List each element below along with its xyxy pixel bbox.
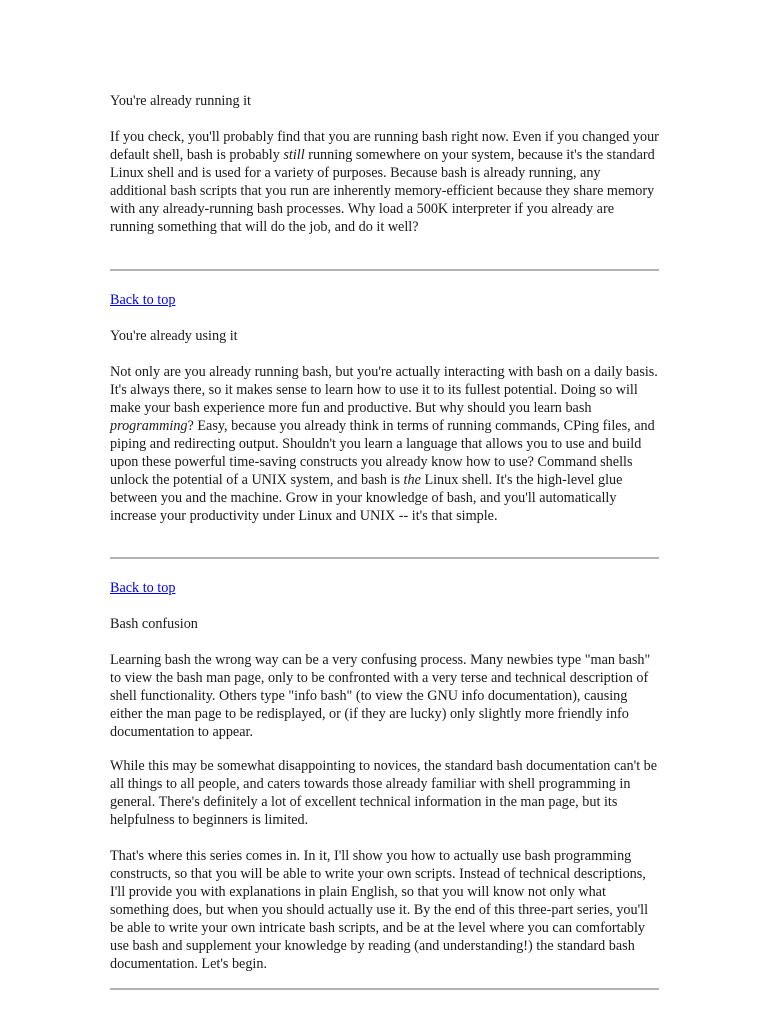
paragraph-confusion-1: Learning bash the wrong way can be a very confusing process. Many newbies type "man bash" to view the bash man page, only to be confronted with a very terse and technical description of shell functionality. Others type "info bash" (to view the GNU info documentation), causing either the man page to be redisplayed, or (if they are lucky) only slightly more friendly info documentation to appear. [110, 652, 651, 740]
back-to-top-link[interactable]: Back to top [110, 580, 176, 596]
section-divider [110, 269, 659, 271]
back-to-top-link[interactable]: Back to top [110, 292, 176, 308]
paragraph-text: Not only are you already running bash, but you're actually interacting with bash on a daily basis. It's always there, so it makes sense to learn how to use it to its fullest potential. Doing so will make your bash experience more fun and productive. But why should you learn bash [110, 364, 658, 416]
emphasis-text: still [283, 147, 305, 163]
paragraph-text: running somewhere on your system, because it's the standard Linux shell and is used for a variety of purposes. Because bash is already running, any additional bash scripts that you run are inherently memory-efficient because they share memory with any already-running bash processes. Why load a 500K interpreter if you already are running something that will do the job, and do it well? [110, 147, 655, 235]
paragraph-text: If you check, you'll probably find that you are running bash right now. Even if you changed your default shell, bash is probably [110, 129, 659, 163]
paragraph-text: Linux shell. It's the high-level glue between you and the machine. Grow in your knowledge of bash, and you'll automatically increase your productivity under Linux and UNIX -- it's that simple. [110, 472, 623, 524]
section-divider [110, 557, 659, 559]
section-heading-using: You're already using it [110, 328, 238, 344]
section-heading-running: You're already running it [110, 93, 251, 109]
emphasis-text: the [403, 472, 421, 488]
paragraph-running [110, 128, 660, 236]
section-divider [110, 988, 659, 990]
paragraph-using [110, 363, 660, 525]
emphasis-text: programming [110, 418, 188, 434]
paragraph-text: ? Easy, because you already think in terms of running commands, CPing files, and piping and redirecting output. Shouldn't you learn a language that allows you to use and build upon these powerful time-saving constructs you already know how to use? Command shells unlock the potential of a UNIX system, and bash is [110, 418, 655, 488]
paragraph-confusion-2: While this may be somewhat disappointing to novices, the standard bash documentation can't be all things to all people, and caters towards those already familiar with shell programming in general. There's definitely a lot of excellent technical information in the man page, but its helpfulness to beginners is limited. [110, 758, 658, 828]
section-heading-confusion: Bash confusion [110, 616, 198, 632]
paragraph-confusion-3: That's where this series comes in. In it, I'll show you how to actually use bash programming constructs, so that you will be able to write your own scripts. Instead of technical descriptions, I'll provide you with explanations in plain English, so that you will know not only what something does, but when you should actually use it. By the end of this three-part series, you'll be able to write your own intricate bash scripts, and be at the level where you can comfortably use bash and supplement your knowledge by reading (and understanding!) the standard bash documentation. Let's begin. [110, 848, 649, 972]
